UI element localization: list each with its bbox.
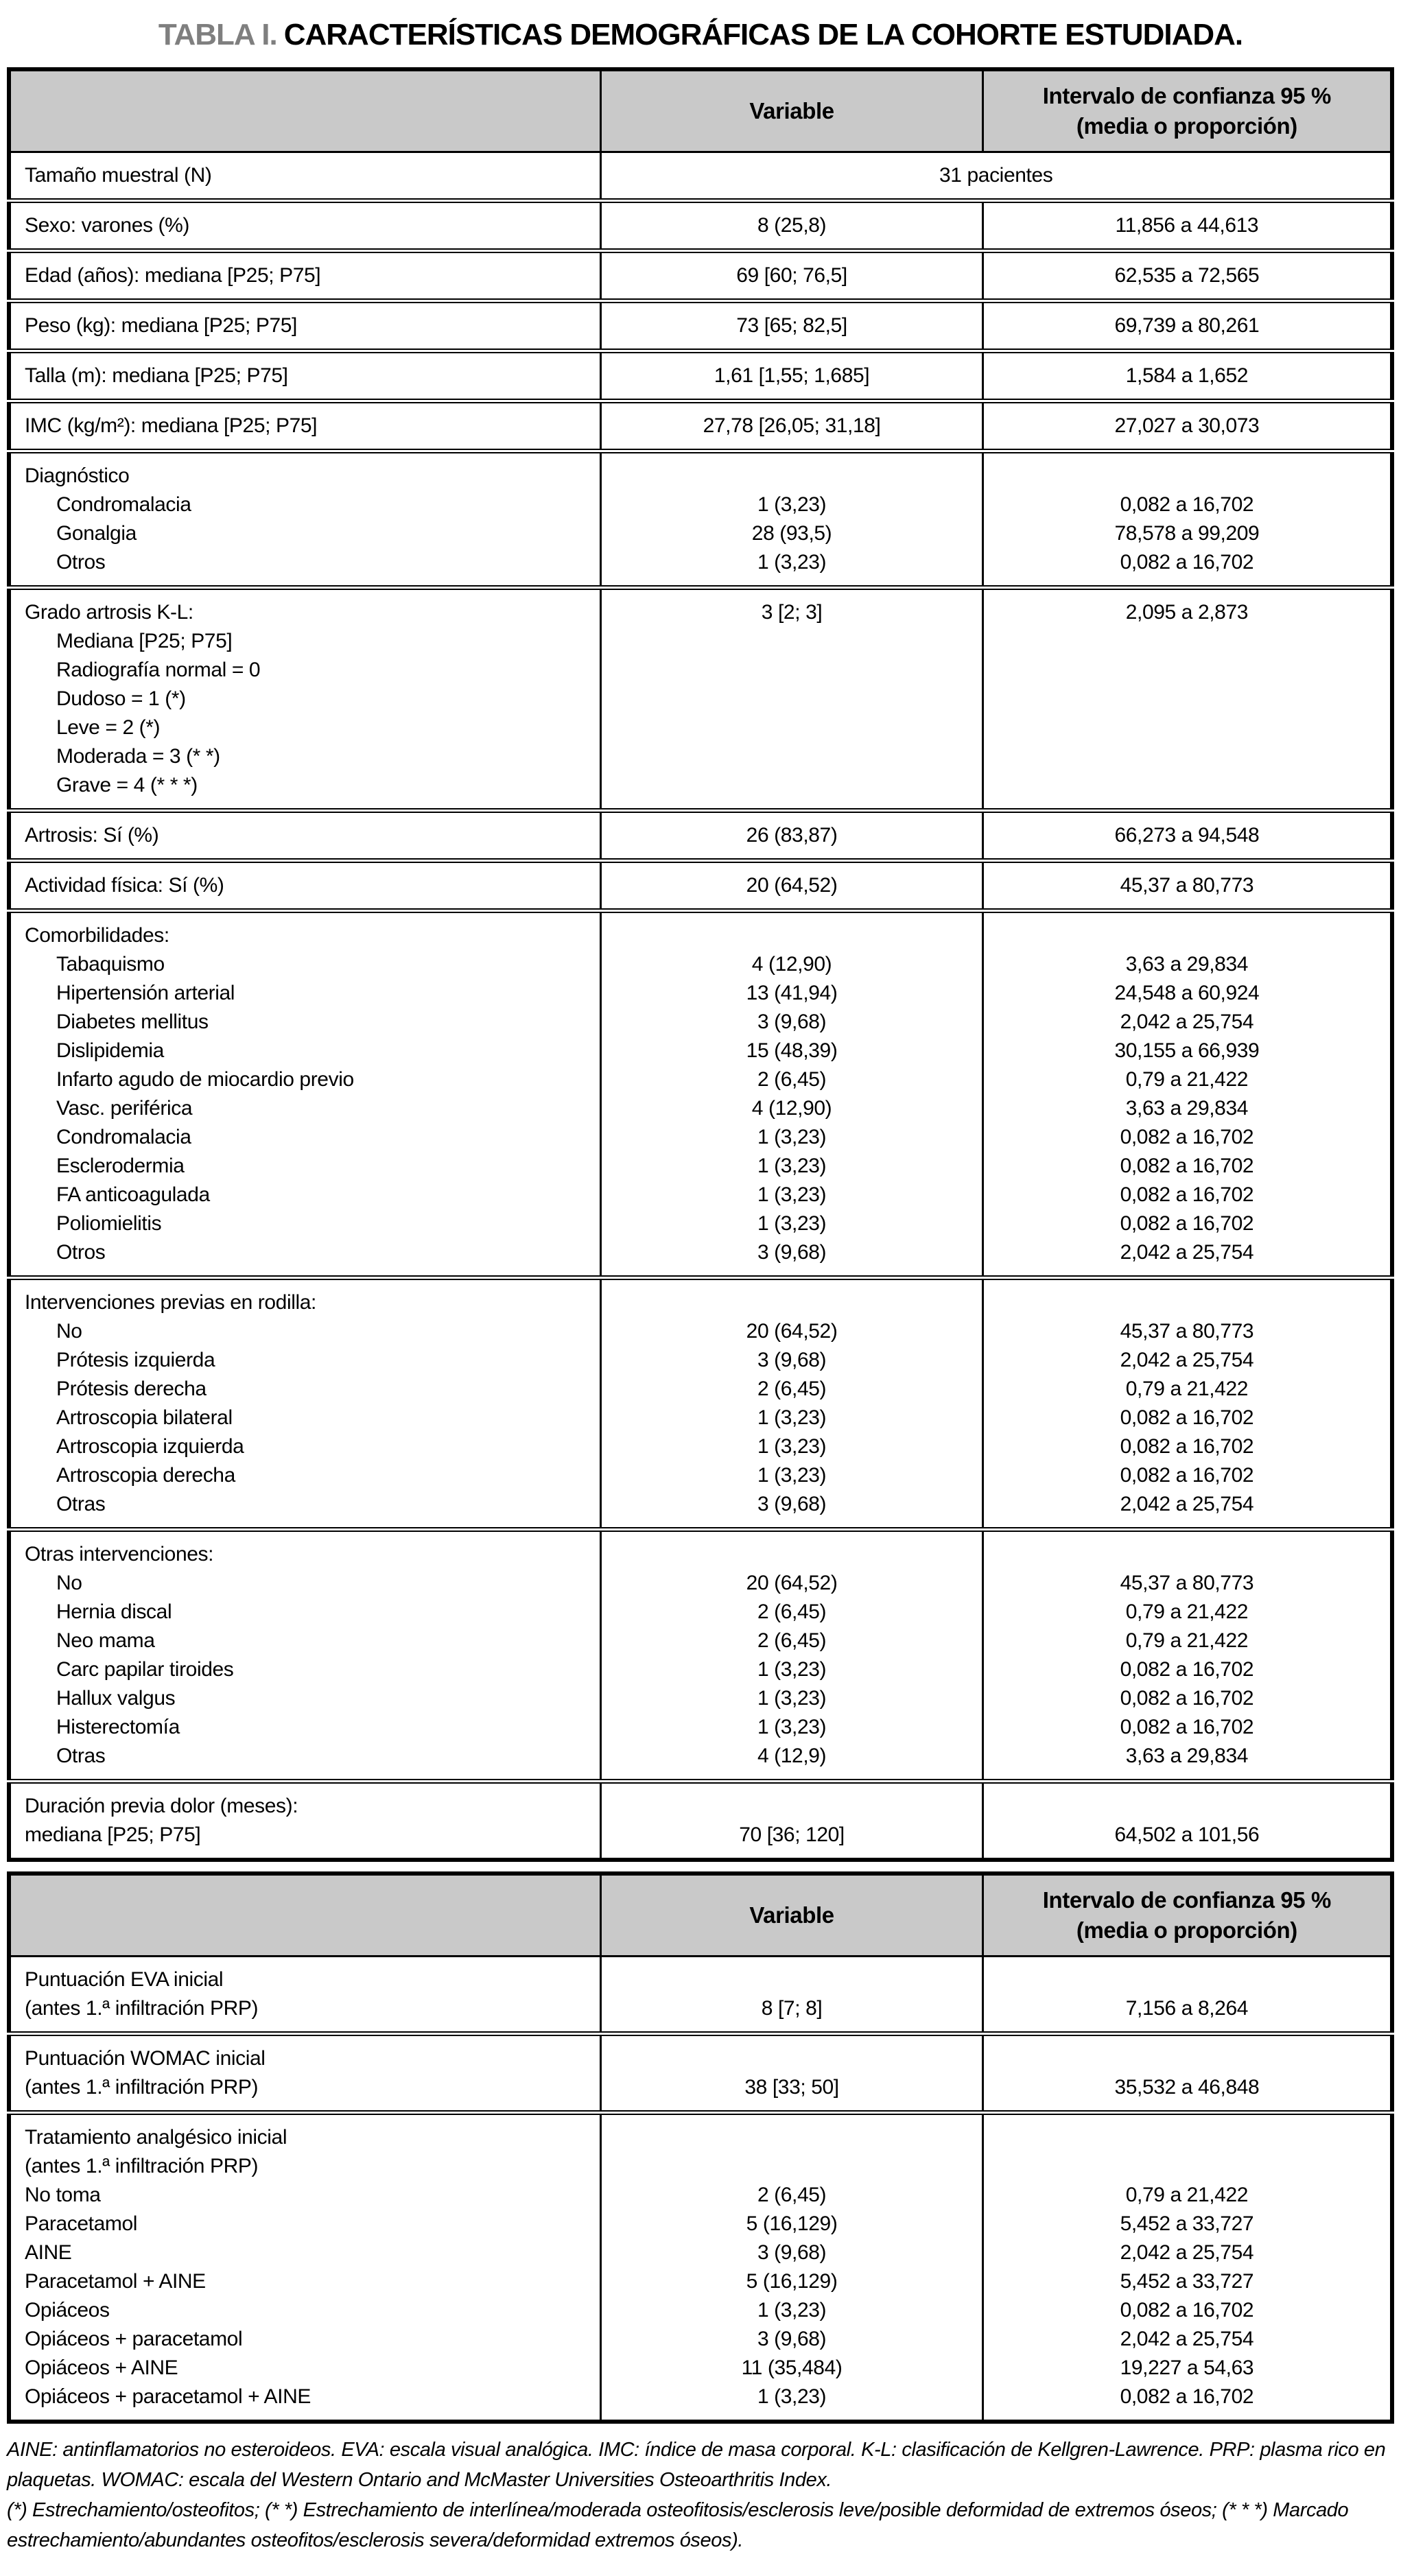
variable-line: 1 (3,23) xyxy=(757,1406,827,1429)
ci-cell xyxy=(982,2113,1392,2422)
row-label-cell xyxy=(9,152,601,201)
row-label-line: Dudoso = 1 (*) xyxy=(56,687,186,710)
ci-line: 0,082 a 16,702 xyxy=(1120,1406,1254,1429)
table-row xyxy=(9,301,1392,351)
row-label-line: (antes 1.ª infiltración PRP) xyxy=(25,1997,259,2020)
row-label-line: FA anticoagulada xyxy=(56,1183,210,1206)
ci-line: 2,042 a 25,754 xyxy=(1120,2241,1254,2264)
row-label-cell xyxy=(9,588,601,811)
row-label-line: Tratamiento analgésico inicial xyxy=(25,2126,287,2149)
row-label-cell xyxy=(9,451,601,588)
variable-line: 2 (6,45) xyxy=(757,1378,827,1400)
table-title-label: TABLA I. xyxy=(158,18,277,51)
row-label-line: Hernia discal xyxy=(56,1600,172,1623)
row-label-line: Hallux valgus xyxy=(56,1687,176,1710)
variable-line xyxy=(611,685,972,713)
row-label-cell xyxy=(9,811,601,861)
row-label-line: Grave = 4 (* * *) xyxy=(56,774,198,796)
variable-line: 69 [60; 76,5] xyxy=(736,264,847,287)
variable-cell xyxy=(601,251,982,301)
demographics-table-part-2 xyxy=(7,1871,1394,2424)
row-label-line: Histerectomía xyxy=(56,1716,180,1738)
row-label-line: No xyxy=(56,1320,82,1343)
header-ci-line1: Intervalo de confianza 95 % xyxy=(1042,1887,1331,1913)
header-empty-cell xyxy=(9,1874,601,1957)
ci-line: 2,042 a 25,754 xyxy=(1120,1349,1254,1371)
row-label-cell xyxy=(9,1782,601,1860)
header-ci-line2: (media o proporción) xyxy=(1076,113,1297,139)
variable-line xyxy=(611,1288,972,1317)
variable-cell xyxy=(601,351,982,401)
ci-line: 5,452 a 33,727 xyxy=(1120,2270,1254,2293)
ci-line: 45,37 a 80,773 xyxy=(1120,1572,1254,1594)
ci-line xyxy=(993,1288,1380,1317)
ci-line xyxy=(993,2152,1380,2181)
row-label-line: Otros xyxy=(56,551,106,574)
variable-line xyxy=(611,2152,972,2181)
variable-line: 1 (3,23) xyxy=(757,1658,827,1681)
variable-cell xyxy=(601,1278,982,1530)
ci-line: 7,156 a 8,264 xyxy=(1125,1997,1249,2020)
row-label-line: Condromalacia xyxy=(56,1126,191,1148)
ci-line: 1,584 a 1,652 xyxy=(1125,364,1249,387)
table-row xyxy=(9,1782,1392,1860)
variable-line: 4 (12,90) xyxy=(751,1097,832,1120)
footnotes xyxy=(7,2435,1394,2555)
variable-cell xyxy=(601,2113,982,2422)
row-label-line: mediana [P25; P75] xyxy=(25,1823,201,1846)
row-label-cell xyxy=(9,251,601,301)
variable-line: 20 (64,52) xyxy=(746,1320,838,1343)
ci-line: 62,535 a 72,565 xyxy=(1114,264,1260,287)
row-label-line: Opiáceos xyxy=(25,2299,110,2321)
row-label-line: Leve = 2 (*) xyxy=(56,716,161,739)
header-ci-cell xyxy=(982,1874,1392,1957)
ci-line: 64,502 a 101,56 xyxy=(1114,1823,1260,1846)
variable-cell xyxy=(601,1530,982,1782)
header-variable-label: Variable xyxy=(749,98,834,123)
table1-body xyxy=(9,152,1392,1860)
row-label-line: Intervenciones previas en rodilla: xyxy=(25,1291,316,1314)
variable-line xyxy=(611,656,972,685)
variable-line: 2 (6,45) xyxy=(757,1629,827,1652)
variable-line: 27,78 [26,05; 31,18] xyxy=(703,414,881,437)
row-label-line: No toma xyxy=(25,2184,101,2206)
ci-line: 0,79 a 21,422 xyxy=(1125,1600,1249,1623)
ci-cell xyxy=(982,301,1392,351)
row-label-line: Otros xyxy=(56,1241,106,1264)
row-label-line: Otras xyxy=(56,1745,106,1767)
ci-line: 0,79 a 21,422 xyxy=(1125,1068,1249,1091)
variable-line: 2 (6,45) xyxy=(757,1600,827,1623)
row-label-line: Infarto agudo de miocardio previo xyxy=(56,1068,354,1091)
ci-cell xyxy=(982,451,1392,588)
variable-line xyxy=(611,627,972,656)
row-label-line: Actividad física: Sí (%) xyxy=(25,874,224,897)
ci-line xyxy=(993,742,1380,771)
ci-line xyxy=(993,685,1380,713)
row-label-line: Opiáceos + paracetamol xyxy=(25,2328,243,2350)
row-label-line: Hipertensión arterial xyxy=(56,982,235,1004)
table2-header xyxy=(9,1874,1392,1957)
variable-cell xyxy=(601,301,982,351)
row-label-line: Poliomielitis xyxy=(56,1212,162,1235)
table-row xyxy=(9,1530,1392,1782)
row-label-line: Opiáceos + paracetamol + AINE xyxy=(25,2385,311,2408)
variable-line xyxy=(611,2123,972,2152)
ci-cell xyxy=(982,351,1392,401)
table-row xyxy=(9,152,1392,201)
header-variable-cell xyxy=(601,1874,982,1957)
variable-line: 1 (3,23) xyxy=(757,1435,827,1458)
ci-line: 0,082 a 16,702 xyxy=(1120,1716,1254,1738)
variable-line: 8 [7; 8] xyxy=(761,1997,823,2020)
variable-line: 73 [65; 82,5] xyxy=(736,314,847,337)
table-row xyxy=(9,251,1392,301)
row-label-line: Duración previa dolor (meses): xyxy=(25,1795,298,1817)
row-label-cell xyxy=(9,301,601,351)
ci-line: 0,082 a 16,702 xyxy=(1120,1435,1254,1458)
row-label-cell xyxy=(9,201,601,251)
ci-line: 0,79 a 21,422 xyxy=(1125,1378,1249,1400)
ci-cell xyxy=(982,911,1392,1278)
row-label-line: Grado artrosis K-L: xyxy=(25,601,193,624)
variable-cell xyxy=(601,911,982,1278)
row-label-cell xyxy=(9,401,601,451)
ci-line: 2,095 a 2,873 xyxy=(1125,601,1249,624)
variable-line: 2 (6,45) xyxy=(757,2184,827,2206)
footnote-abbreviations: AINE: antinflamatorios no esteroideos. EVA: escala visual analógica. IMC: índice de masa corporal. K-L: clasificación de Kellgren-Lawrence. PRP: plasma rico en plaquetas. WOMAC: escala del Western Ontario and McMaster Universities Osteoarthritis Index. xyxy=(7,2439,1386,2491)
header-ci-cell xyxy=(982,69,1392,152)
variable-line xyxy=(611,1965,972,1994)
row-label-line: Peso (kg): mediana [P25; P75] xyxy=(25,314,297,337)
ci-line: 35,532 a 46,848 xyxy=(1114,2076,1260,2099)
variable-line: 13 (41,94) xyxy=(746,982,838,1004)
ci-line xyxy=(993,713,1380,742)
row-label-line: Prótesis derecha xyxy=(56,1378,207,1400)
row-label-cell xyxy=(9,351,601,401)
variable-line: 15 (48,39) xyxy=(746,1039,838,1062)
row-label-line: Artroscopia derecha xyxy=(56,1464,235,1487)
row-label-cell xyxy=(9,2113,601,2422)
header-ci-line1: Intervalo de confianza 95 % xyxy=(1042,83,1331,108)
row-label-cell xyxy=(9,1957,601,2034)
row-label-line: Diagnóstico xyxy=(25,464,130,487)
variable-line: 3 (9,68) xyxy=(757,1241,827,1264)
variable-line xyxy=(611,771,972,800)
variable-line: 1 (3,23) xyxy=(757,493,827,516)
header-ci-line2: (media o proporción) xyxy=(1076,1917,1297,1943)
row-label-line: AINE xyxy=(25,2241,72,2264)
row-label-line: No xyxy=(56,1572,82,1594)
row-label-line: Artroscopia izquierda xyxy=(56,1435,244,1458)
table-row xyxy=(9,1278,1392,1530)
ci-line: 78,578 a 99,209 xyxy=(1114,522,1260,545)
ci-cell xyxy=(982,1530,1392,1782)
ci-line xyxy=(993,2044,1380,2073)
ci-line xyxy=(993,1965,1380,1994)
ci-line: 11,856 a 44,613 xyxy=(1115,214,1259,237)
row-label-line: Puntuación EVA inicial xyxy=(25,1968,224,1991)
span-value-line: 31 pacientes xyxy=(939,164,1053,187)
variable-line: 3 (9,68) xyxy=(757,2328,827,2350)
variable-line: 2 (6,45) xyxy=(757,1068,827,1091)
ci-line xyxy=(993,627,1380,656)
variable-line: 1 (3,23) xyxy=(757,1687,827,1710)
row-label-line: IMC (kg/m²): mediana [P25; P75] xyxy=(25,414,318,437)
ci-line xyxy=(993,2123,1380,2152)
variable-line: 3 (9,68) xyxy=(757,1493,827,1515)
ci-line: 0,082 a 16,702 xyxy=(1120,1126,1254,1148)
variable-line: 3 (9,68) xyxy=(757,1349,827,1371)
ci-line xyxy=(993,1792,1380,1821)
variable-line: 20 (64,52) xyxy=(746,1572,838,1594)
ci-line: 66,273 a 94,548 xyxy=(1114,824,1260,847)
ci-line: 24,548 a 60,924 xyxy=(1114,982,1260,1004)
ci-line: 0,082 a 16,702 xyxy=(1120,1464,1254,1487)
row-label-cell xyxy=(9,911,601,1278)
row-label-line: Dislipidemia xyxy=(56,1039,164,1062)
ci-line: 2,042 a 25,754 xyxy=(1120,1011,1254,1033)
demographics-table-part-1 xyxy=(7,67,1394,1862)
row-label-line: Mediana [P25; P75] xyxy=(56,630,233,652)
variable-line: 1 (3,23) xyxy=(757,1464,827,1487)
variable-line: 1 (3,23) xyxy=(757,1155,827,1177)
variable-cell xyxy=(601,2034,982,2113)
ci-line: 0,082 a 16,702 xyxy=(1120,551,1254,574)
ci-line: 0,082 a 16,702 xyxy=(1120,2385,1254,2408)
ci-cell xyxy=(982,401,1392,451)
variable-line: 1 (3,23) xyxy=(757,1126,827,1148)
variable-line: 26 (83,87) xyxy=(746,824,838,847)
variable-line: 1,61 [1,55; 1,685] xyxy=(714,364,870,387)
ci-line: 0,082 a 16,702 xyxy=(1120,1212,1254,1235)
variable-line: 1 (3,23) xyxy=(757,1212,827,1235)
table-row xyxy=(9,861,1392,911)
ci-cell xyxy=(982,1278,1392,1530)
row-label-line: Tabaquismo xyxy=(56,953,165,976)
ci-cell xyxy=(982,2034,1392,2113)
table2-body xyxy=(9,1957,1392,2422)
ci-line: 19,227 a 54,63 xyxy=(1120,2356,1254,2379)
ci-cell xyxy=(982,251,1392,301)
row-label-line: Radiografía normal = 0 xyxy=(56,659,261,681)
row-label-line: Puntuación WOMAC inicial xyxy=(25,2047,266,2070)
row-label-line: Moderada = 3 (* *) xyxy=(56,745,220,768)
table-row xyxy=(9,911,1392,1278)
table-row xyxy=(9,401,1392,451)
row-label-cell xyxy=(9,861,601,911)
variable-cell xyxy=(601,201,982,251)
ci-line: 3,63 a 29,834 xyxy=(1125,953,1249,976)
ci-line xyxy=(993,462,1380,491)
variable-line xyxy=(611,462,972,491)
row-label-line: Tamaño muestral (N) xyxy=(25,164,212,187)
variable-cell xyxy=(601,861,982,911)
variable-line: 3 (9,68) xyxy=(757,2241,827,2264)
variable-line: 28 (93,5) xyxy=(751,522,832,545)
ci-line: 0,082 a 16,702 xyxy=(1120,1183,1254,1206)
row-label-line: Sexo: varones (%) xyxy=(25,214,189,237)
row-label-line: Artrosis: Sí (%) xyxy=(25,824,159,847)
variable-line: 8 (25,8) xyxy=(757,214,827,237)
row-label-line: Diabetes mellitus xyxy=(56,1011,209,1033)
row-label-line: Talla (m): mediana [P25; P75] xyxy=(25,364,288,387)
table-row xyxy=(9,588,1392,811)
ci-line xyxy=(993,656,1380,685)
table-row xyxy=(9,1957,1392,2034)
ci-line: 0,082 a 16,702 xyxy=(1120,493,1254,516)
header-empty-cell xyxy=(9,69,601,152)
ci-line: 0,79 a 21,422 xyxy=(1125,1629,1249,1652)
ci-line xyxy=(993,921,1380,950)
table-row xyxy=(9,351,1392,401)
row-label-line: Vasc. periférica xyxy=(56,1097,193,1120)
ci-cell xyxy=(982,1782,1392,1860)
table-row xyxy=(9,201,1392,251)
variable-line: 4 (12,9) xyxy=(757,1745,827,1767)
ci-line: 69,739 a 80,261 xyxy=(1114,314,1260,337)
row-label-line: Neo mama xyxy=(56,1629,155,1652)
ci-line: 30,155 a 66,939 xyxy=(1114,1039,1260,1062)
variable-line xyxy=(611,713,972,742)
variable-line: 38 [33; 50] xyxy=(744,2076,839,2099)
ci-cell xyxy=(982,811,1392,861)
header-variable-cell xyxy=(601,69,982,152)
row-label-line: (antes 1.ª infiltración PRP) xyxy=(25,2155,259,2177)
ci-line: 5,452 a 33,727 xyxy=(1120,2212,1254,2235)
header-variable-label: Variable xyxy=(749,1902,834,1928)
table1-header xyxy=(9,69,1392,152)
row-label-line: Carc papilar tiroides xyxy=(56,1658,234,1681)
ci-line xyxy=(993,771,1380,800)
ci-line: 3,63 a 29,834 xyxy=(1125,1745,1249,1767)
variable-line: 1 (3,23) xyxy=(757,2385,827,2408)
variable-line: 20 (64,52) xyxy=(746,874,838,897)
header-row xyxy=(9,69,1392,152)
variable-line: 70 [36; 120] xyxy=(739,1823,845,1846)
ci-line: 45,37 a 80,773 xyxy=(1120,1320,1254,1343)
variable-line: 3 [2; 3] xyxy=(761,601,823,624)
ci-line: 0,082 a 16,702 xyxy=(1120,1155,1254,1177)
row-label-cell xyxy=(9,1278,601,1530)
ci-line: 2,042 a 25,754 xyxy=(1120,1241,1254,1264)
row-label-cell xyxy=(9,1530,601,1782)
ci-line: 0,082 a 16,702 xyxy=(1120,1687,1254,1710)
row-label-line: Condromalacia xyxy=(56,493,191,516)
variable-cell xyxy=(601,1782,982,1860)
table-row xyxy=(9,811,1392,861)
ci-line: 0,082 a 16,702 xyxy=(1120,1658,1254,1681)
variable-line: 5 (16,129) xyxy=(746,2270,838,2293)
variable-line xyxy=(611,742,972,771)
variable-cell xyxy=(601,451,982,588)
ci-line: 2,042 a 25,754 xyxy=(1120,2328,1254,2350)
variable-line: 1 (3,23) xyxy=(757,1183,827,1206)
row-label-line: Edad (años): mediana [P25; P75] xyxy=(25,264,321,287)
variable-line: 1 (3,23) xyxy=(757,551,827,574)
variable-line: 5 (16,129) xyxy=(746,2212,838,2235)
ci-line: 2,042 a 25,754 xyxy=(1120,1493,1254,1515)
row-label-line: Otras xyxy=(56,1493,106,1515)
row-label-line: Artroscopia bilateral xyxy=(56,1406,233,1429)
variable-cell xyxy=(601,1957,982,2034)
row-label-line: Esclerodermia xyxy=(56,1155,185,1177)
variable-line: 11 (35,484) xyxy=(741,2356,843,2379)
table-row xyxy=(9,2113,1392,2422)
row-label-line: (antes 1.ª infiltración PRP) xyxy=(25,2076,259,2099)
row-label-line: Gonalgia xyxy=(56,522,137,545)
ci-cell xyxy=(982,201,1392,251)
header-row xyxy=(9,1874,1392,1957)
ci-line: 3,63 a 29,834 xyxy=(1125,1097,1249,1120)
variable-line xyxy=(611,1792,972,1821)
table-row xyxy=(9,2034,1392,2113)
ci-line: 0,082 a 16,702 xyxy=(1120,2299,1254,2321)
ci-line xyxy=(993,1540,1380,1569)
variable-line: 4 (12,90) xyxy=(751,953,832,976)
variable-line xyxy=(611,1540,972,1569)
row-label-line: Opiáceos + AINE xyxy=(25,2356,178,2379)
row-label-cell xyxy=(9,2034,601,2113)
row-label-line: Paracetamol + AINE xyxy=(25,2270,206,2293)
variable-line xyxy=(611,921,972,950)
variable-line: 1 (3,23) xyxy=(757,2299,827,2321)
row-label-line: Otras intervenciones: xyxy=(25,1543,214,1565)
row-label-line: Paracetamol xyxy=(25,2212,138,2235)
ci-cell xyxy=(982,588,1392,811)
ci-line: 0,79 a 21,422 xyxy=(1125,2184,1249,2206)
variable-cell xyxy=(601,401,982,451)
variable-cell xyxy=(601,588,982,811)
ci-cell xyxy=(982,1957,1392,2034)
ci-cell xyxy=(982,861,1392,911)
footnote-asterisks: (*) Estrechamiento/osteofitos; (* *) Estrechamiento de interlínea/moderada osteofitosis/esclerosis leve/posible deformidad de extremos óseos; (* * *) Marcado estrechamiento/abundantes osteofitos/esclerosis severa/deformidad extremos óseos). xyxy=(7,2499,1349,2551)
row-label-line: Comorbilidades: xyxy=(25,924,169,947)
table-row xyxy=(9,451,1392,588)
span-value-cell xyxy=(601,152,1392,201)
ci-line: 45,37 a 80,773 xyxy=(1120,874,1254,897)
table-title-text: CARACTERÍSTICAS DEMOGRÁFICAS DE LA COHORTE ESTUDIADA. xyxy=(283,18,1243,51)
variable-cell xyxy=(601,811,982,861)
ci-line: 27,027 a 30,073 xyxy=(1114,414,1260,437)
variable-line xyxy=(611,2044,972,2073)
variable-line: 1 (3,23) xyxy=(757,1716,827,1738)
row-label-line: Prótesis izquierda xyxy=(56,1349,215,1371)
variable-line: 3 (9,68) xyxy=(757,1011,827,1033)
table-title xyxy=(7,7,1394,67)
